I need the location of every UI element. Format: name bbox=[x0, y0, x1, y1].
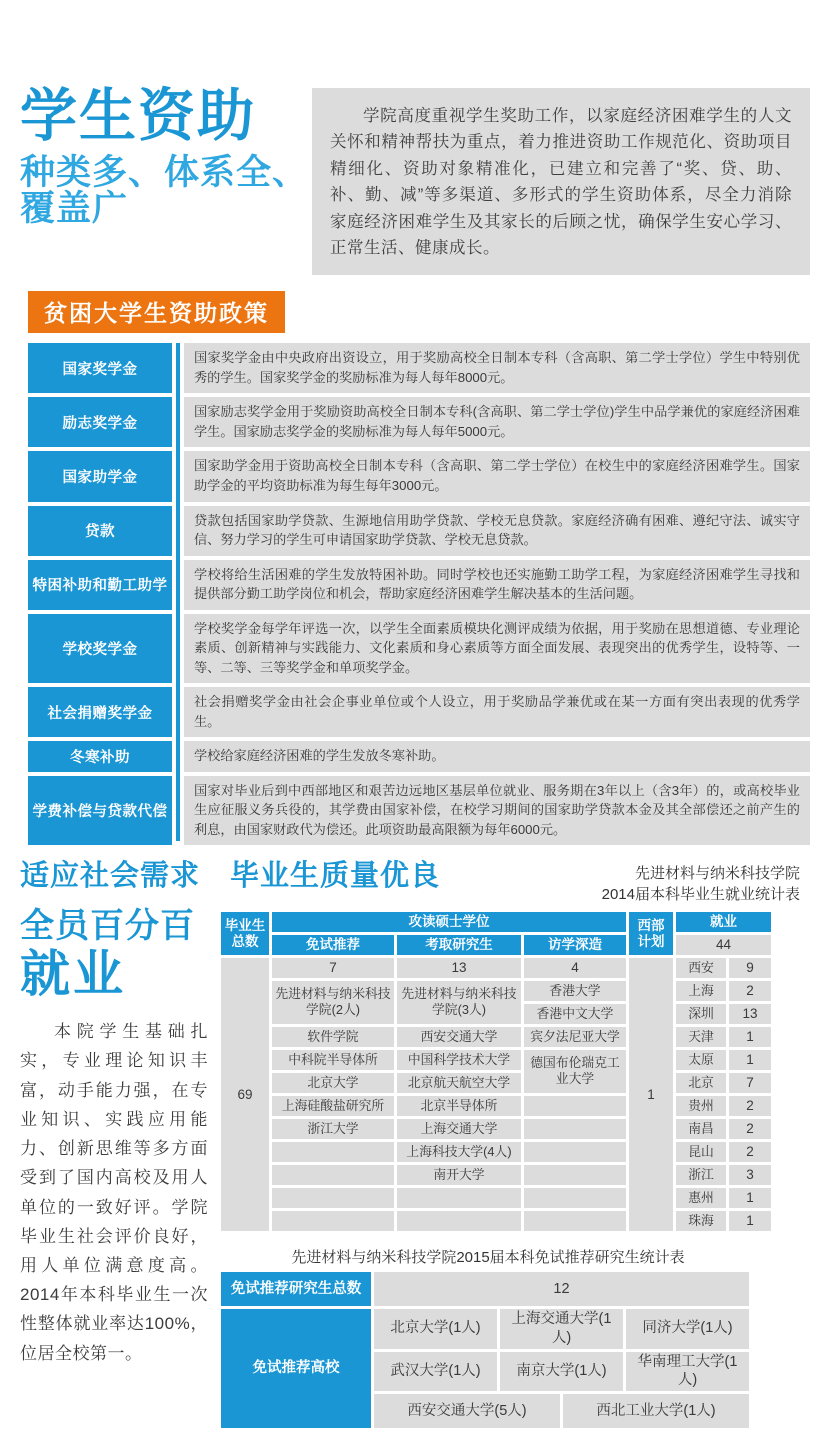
page-title: 学生资助 bbox=[20, 84, 256, 148]
cell-tj: 软件学院 bbox=[272, 1027, 394, 1047]
aid-policy-row bbox=[28, 687, 810, 737]
table-2014-caption bbox=[602, 863, 810, 905]
employment-heading: 适应社会需求 毕业生质量优良 bbox=[20, 860, 441, 893]
cell-kq: 北京航天航空大学 bbox=[397, 1073, 521, 1093]
city-name: 昆山 bbox=[676, 1142, 726, 1162]
recommend-total-label: 免试推荐研究生总数 bbox=[221, 1272, 371, 1306]
city-name: 浙江 bbox=[676, 1165, 726, 1185]
aid-policy-desc: 贷款包括国家助学贷款、生源地信用助学贷款、学校无息贷款。家庭经济确有困难、遵纪守法、诚实守信、努力学习的学生可申请国家助学贷款、学校无息贷款。 bbox=[184, 506, 810, 556]
city-count: 1 bbox=[729, 1188, 771, 1208]
city-count: 7 bbox=[729, 1073, 771, 1093]
employment-left-column bbox=[20, 909, 218, 1431]
cell-tj: 上海硅酸盐研究所 bbox=[272, 1096, 394, 1116]
city-name: 贵州 bbox=[676, 1096, 726, 1116]
top-section bbox=[20, 84, 810, 275]
employment-heading-2: 全员百分百 bbox=[20, 907, 195, 946]
cell-tj: 中科院半导体所 bbox=[272, 1050, 394, 1070]
cell-kq: 先进材料与纳米科技学院(3人) bbox=[397, 981, 521, 1024]
aid-policy-row bbox=[28, 560, 810, 610]
page-subtitle: 种类多、体系全、覆盖广 bbox=[20, 153, 309, 228]
table-row bbox=[221, 1188, 771, 1208]
city-count: 1 bbox=[729, 1050, 771, 1070]
aid-policy-label: 贷款 bbox=[28, 506, 172, 556]
city-name: 北京 bbox=[676, 1073, 726, 1093]
policy-banner: 贫困大学生资助政策 bbox=[28, 291, 285, 333]
cell-kq: 上海交通大学 bbox=[397, 1119, 521, 1139]
aid-policy-label: 学费补偿与贷款代偿 bbox=[28, 776, 172, 846]
city-name: 上海 bbox=[676, 981, 726, 1001]
cell-fx bbox=[524, 1188, 626, 1208]
recommend-school: 北京大学(1人) bbox=[374, 1309, 497, 1349]
table-row bbox=[221, 1142, 771, 1162]
table-row bbox=[221, 1073, 771, 1093]
employment-heading-3: 就业 bbox=[20, 946, 126, 1003]
title-block bbox=[20, 84, 312, 228]
aid-policy-label: 冬寒补助 bbox=[28, 741, 172, 772]
cell-kq: 上海科技大学(4人) bbox=[397, 1142, 521, 1162]
cell-tj: 北京大学 bbox=[272, 1073, 394, 1093]
cell-fx bbox=[524, 1211, 626, 1231]
cell-tj bbox=[272, 1188, 394, 1208]
cell-tj-count: 7 bbox=[272, 958, 394, 978]
city-count: 1 bbox=[729, 1027, 771, 1047]
cell-tj bbox=[272, 1165, 394, 1185]
recommend-school: 上海交通大学(1人) bbox=[500, 1309, 623, 1349]
col-header-masters: 攻读硕士学位 bbox=[272, 912, 626, 932]
cell-kq: 北京半导体所 bbox=[397, 1096, 521, 1116]
city-name: 天津 bbox=[676, 1027, 726, 1047]
aid-policy-desc: 学校给家庭经济困难的学生发放冬寒补助。 bbox=[184, 741, 810, 772]
aid-policy-row bbox=[28, 741, 810, 772]
table-2014-caption-line2: 2014届本科毕业生就业统计表 bbox=[601, 886, 800, 904]
col-header-employment: 就业 bbox=[676, 912, 771, 932]
cell-kq: 中国科学技术大学 bbox=[397, 1050, 521, 1070]
employment-total-value: 44 bbox=[676, 935, 771, 955]
cell-kq bbox=[397, 1211, 521, 1231]
cell-kq: 南开大学 bbox=[397, 1165, 521, 1185]
table-row bbox=[221, 981, 771, 1001]
aid-policy-row bbox=[28, 614, 810, 684]
aid-policy-label: 励志奖学金 bbox=[28, 397, 172, 447]
city-count: 2 bbox=[729, 1142, 771, 1162]
cell-fx bbox=[524, 1142, 626, 1162]
aid-policy-row bbox=[28, 343, 810, 393]
table-row bbox=[221, 958, 771, 978]
cell-fx-count: 4 bbox=[524, 958, 626, 978]
table-row bbox=[221, 1211, 771, 1231]
city-count: 2 bbox=[729, 1119, 771, 1139]
recommend-school: 武汉大学(1人) bbox=[374, 1352, 497, 1392]
recommend-school: 同济大学(1人) bbox=[626, 1309, 749, 1349]
col-header-exempt-recommend: 免试推荐 bbox=[272, 935, 394, 955]
col-header-west-plan: 西部计划 bbox=[629, 912, 673, 955]
table-2015-caption: 先进材料与纳米科技学院2015届本科免试推荐研究生统计表 bbox=[291, 1248, 685, 1266]
aid-policy-desc: 学校奖学金每学年评选一次，以学生全面素质模块化测评成绩为依据，用于奖励在思想道德、专业理论素质、创新精神与实践能力、文化素质和身心素质等方面全面发展、表现突出的优秀学生，设特等、一等、二等、三等奖学金和单项奖学金。 bbox=[184, 614, 810, 684]
aid-policy-label: 学校奖学金 bbox=[28, 614, 172, 684]
city-count: 2 bbox=[729, 1096, 771, 1116]
aid-policy-desc: 国家对毕业后到中西部地区和艰苦边远地区基层单位就业、服务期在3年以上（含3年）的，或高校毕业生应征服义务兵役的，其学费由国家补偿，在校学习期间的国家助学贷款本金及其全部偿还之前产生的利息，由国家财政代为偿还。此项资助最高限额为每年6000元。 bbox=[184, 776, 810, 846]
table-row bbox=[221, 1027, 771, 1047]
cell-kq bbox=[397, 1188, 521, 1208]
graduate-total-value: 69 bbox=[221, 958, 269, 1231]
aid-policy-row bbox=[28, 451, 810, 501]
cell-tj: 先进材料与纳米科技学院(2人) bbox=[272, 981, 394, 1024]
cell-fx: 香港中文大学 bbox=[524, 1004, 626, 1024]
cell-kq: 西安交通大学 bbox=[397, 1027, 521, 1047]
aid-policy-row bbox=[28, 397, 810, 447]
recommend-total-value: 12 bbox=[374, 1272, 749, 1306]
table-row bbox=[221, 1096, 771, 1116]
aid-policy-label: 国家奖学金 bbox=[28, 343, 172, 393]
recommend-school: 华南理工大学(1人) bbox=[626, 1352, 749, 1392]
aid-policy-row bbox=[28, 506, 810, 556]
cell-kq-count: 13 bbox=[397, 958, 521, 978]
cell-fx bbox=[524, 1119, 626, 1139]
city-count: 2 bbox=[729, 981, 771, 1001]
table-row bbox=[221, 1309, 749, 1349]
employment-right-column bbox=[218, 909, 810, 1431]
city-name: 南昌 bbox=[676, 1119, 726, 1139]
west-plan-value: 1 bbox=[629, 958, 673, 1231]
city-count: 1 bbox=[729, 1211, 771, 1231]
aid-policy-row bbox=[28, 776, 810, 846]
cell-fx bbox=[524, 1165, 626, 1185]
employment-section-header bbox=[20, 861, 810, 905]
intro-paragraph: 学院高度重视学生奖助工作，以家庭经济困难学生的人文关怀和精神帮扶为重点，着力推进资助工作规范化、资助项目精细化、资助对象精准化，已建立和完善了“奖、贷、助、补、勤、减”等多渠道、多形式的学生资助体系，尽全力消除家庭经济困难学生及其家长的后顾之忧，确保学生安心学习、正常生活、健康成长。 bbox=[330, 107, 792, 257]
col-header-admitted-postgrad: 考取研究生 bbox=[397, 935, 521, 955]
intro-box bbox=[312, 88, 810, 275]
cell-fx: 香港大学 bbox=[524, 981, 626, 1001]
city-count: 9 bbox=[729, 958, 771, 978]
cell-tj bbox=[272, 1142, 394, 1162]
table-row bbox=[221, 1165, 771, 1185]
aid-policy-label: 特困补助和勤工助学 bbox=[28, 560, 172, 610]
cell-tj: 浙江大学 bbox=[272, 1119, 394, 1139]
aid-policy-label: 国家助学金 bbox=[28, 451, 172, 501]
city-count: 3 bbox=[729, 1165, 771, 1185]
city-count: 13 bbox=[729, 1004, 771, 1024]
cell-fx: 德国布伦瑞克工业大学 bbox=[524, 1050, 626, 1093]
table-row bbox=[221, 1272, 749, 1306]
table-2014-employment bbox=[218, 909, 774, 1234]
city-name: 西安 bbox=[676, 958, 726, 978]
employment-body bbox=[20, 909, 810, 1431]
city-name: 深圳 bbox=[676, 1004, 726, 1024]
col-header-study-abroad: 访学深造 bbox=[524, 935, 626, 955]
recommend-school: 西安交通大学(5人) bbox=[374, 1394, 560, 1428]
cell-tj bbox=[272, 1211, 394, 1231]
aid-policy-desc: 国家助学金用于资助高校全日制本专科（含高职、第二学士学位）在校生中的家庭经济困难学生。国家助学金的平均资助标准为每生每年3000元。 bbox=[184, 451, 810, 501]
city-name: 珠海 bbox=[676, 1211, 726, 1231]
cell-fx: 宾夕法尼亚大学 bbox=[524, 1027, 626, 1047]
recommend-schools-label: 免试推荐高校 bbox=[221, 1309, 371, 1428]
city-name: 太原 bbox=[676, 1050, 726, 1070]
recommend-school: 西北工业大学(1人) bbox=[563, 1394, 749, 1428]
aid-policy-table bbox=[28, 343, 810, 845]
aid-policy-desc: 社会捐赠奖学金由社会企事业单位或个人设立，用于奖励品学兼优或在某一方面有突出表现的优秀学生。 bbox=[184, 687, 810, 737]
table-row bbox=[221, 1050, 771, 1070]
city-name: 惠州 bbox=[676, 1188, 726, 1208]
table-2014-caption-line1: 先进材料与纳米科技学院 bbox=[634, 865, 800, 883]
aid-policy-label: 社会捐赠奖学金 bbox=[28, 687, 172, 737]
col-header-graduate-total: 毕业生总数 bbox=[221, 912, 269, 955]
aid-policy-desc: 国家励志奖学金用于奖励资助高校全日制本专科(含高职、第二学士学位)学生中品学兼优的家庭经济困难学生。国家励志奖学金的奖励标准为每人每年5000元。 bbox=[184, 397, 810, 447]
cell-fx bbox=[524, 1096, 626, 1116]
aid-policy-desc: 学校将给生活困难的学生发放特困补助。同时学校也还实施勤工助学工程，为家庭经济困难学生寻找和提供部分勤工助学岗位和机会，帮助家庭经济困难学生解决基本的生活问题。 bbox=[184, 560, 810, 610]
employment-paragraph: 本院学生基础扎实，专业理论知识丰富，动手能力强，在专业知识、实践应用能力、创新思维等多方面受到了国内高校及用人单位的一致好评。学院毕业生社会评价良好，用人单位满意度高。2014年本科毕业生一次性整体就业率达100%，位居全校第一。 bbox=[20, 1022, 208, 1363]
aid-policy-desc: 国家奖学金由中央政府出资设立，用于奖励高校全日制本专科（含高职、第二学士学位）学生中特别优秀的学生。国家奖学金的奖励标准为每人每年8000元。 bbox=[184, 343, 810, 393]
table-row bbox=[221, 1119, 771, 1139]
recommend-school: 南京大学(1人) bbox=[500, 1352, 623, 1392]
table-2015-recommendation bbox=[218, 1269, 752, 1431]
